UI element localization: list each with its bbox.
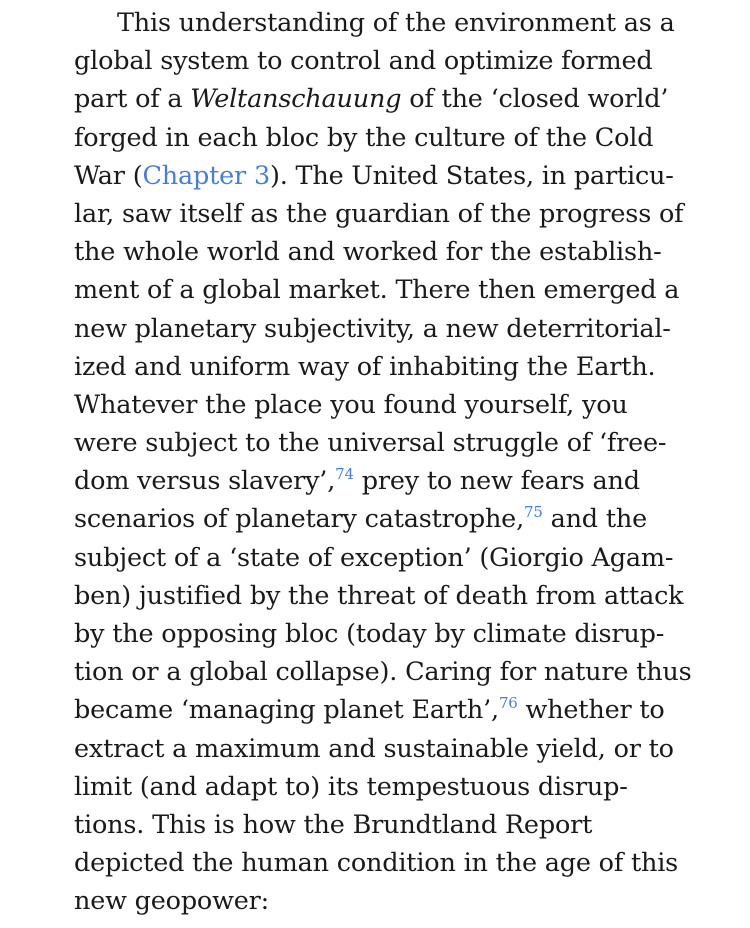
text-line xyxy=(74,615,674,653)
text-line xyxy=(74,348,674,386)
text-span: forged in each bloc by the culture of the Cold xyxy=(74,122,654,153)
text-span: This understanding of the environment as a xyxy=(117,8,675,38)
text-span: scenarios of planetary catastrophe, xyxy=(74,504,524,535)
text-span: of the ‘closed world’ xyxy=(401,84,669,115)
text-line xyxy=(74,806,674,844)
text-span: depicted the human condition in the age of this xyxy=(74,848,679,879)
text-line xyxy=(74,462,674,500)
text-span: new geopower: xyxy=(74,886,269,917)
text-span: ). The United States, in particu- xyxy=(269,160,674,191)
text-span: were subject to the universal struggle of ‘free- xyxy=(74,428,667,459)
text-span: Whatever the place you found yourself, you xyxy=(74,389,628,420)
text-span: tion or a global collapse). Caring for nature thus xyxy=(74,657,692,688)
text-line xyxy=(74,577,684,615)
text-span: the whole world and worked for the establish- xyxy=(74,237,662,268)
text-line xyxy=(74,157,674,195)
paragraph xyxy=(74,4,692,921)
text-span: ized and uniform way of inhabiting the Earth. xyxy=(74,351,656,382)
text-span: limit (and adapt to) its tempestuous disrup- xyxy=(74,771,628,802)
text-span: became ‘managing planet Earth’, xyxy=(74,695,499,726)
text-span: dom versus slavery’, xyxy=(74,466,336,497)
text-line xyxy=(74,653,692,691)
text-line xyxy=(74,844,679,882)
text-line xyxy=(74,80,674,118)
text-span: subject of a ‘state of exception’ (Giorgio Agam- xyxy=(74,542,674,573)
footnote-74-link[interactable]: 74 xyxy=(335,465,354,484)
text-line xyxy=(74,271,680,309)
text-line xyxy=(74,768,674,806)
text-span: and the xyxy=(542,504,647,535)
text-span: lar, saw itself as the guardian of the progress of xyxy=(74,198,684,229)
text-span: prey to new fears and xyxy=(353,466,640,497)
text-span: ben) justified by the threat of death from attack xyxy=(74,580,684,611)
text-line xyxy=(74,691,674,729)
text-line xyxy=(74,195,684,233)
text-span: by the opposing bloc (today by climate disrup- xyxy=(74,619,665,649)
chapter-3-link[interactable]: Chapter 3 xyxy=(142,160,270,191)
text-line xyxy=(74,42,674,80)
text-span: part of a xyxy=(74,84,191,115)
text-span: tions. This is how the Brundtland Report xyxy=(74,809,593,840)
text-line xyxy=(74,4,674,42)
text-line xyxy=(74,310,674,348)
text-span: War ( xyxy=(74,160,143,191)
footnote-75-link[interactable]: 75 xyxy=(523,503,543,522)
text-span: ment of a global market. There then emerged a xyxy=(74,275,680,306)
text-line xyxy=(74,233,674,271)
text-line xyxy=(74,730,674,768)
text-span: extract a maximum and sustainable yield, or to xyxy=(74,733,674,764)
text-line xyxy=(74,424,674,462)
text-line xyxy=(74,539,674,577)
italic-term: Weltanschauung xyxy=(190,84,402,115)
footnote-76-link[interactable]: 76 xyxy=(498,694,518,713)
text-line xyxy=(74,882,674,920)
text-span: new planetary subjectivity, a new deterritorial- xyxy=(74,313,671,344)
text-line xyxy=(74,500,674,538)
text-line xyxy=(74,386,674,424)
text-line xyxy=(74,119,674,157)
text-span: whether to xyxy=(517,695,665,726)
text-span: global system to control and optimize formed xyxy=(74,46,653,77)
